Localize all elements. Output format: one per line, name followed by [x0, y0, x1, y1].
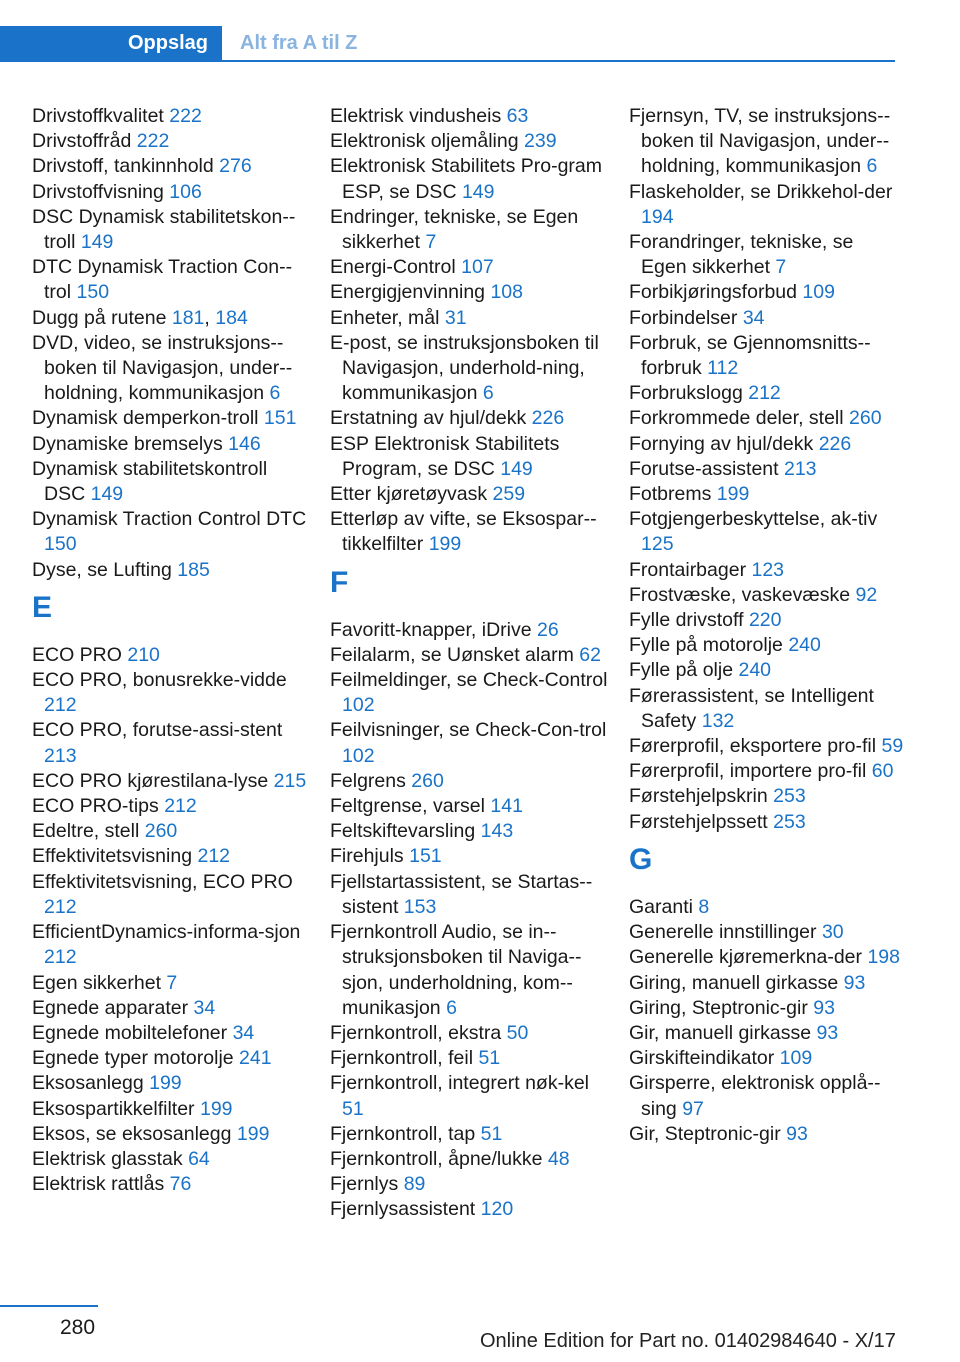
entry-text: Fjernkontroll, åpne/lukke [330, 1147, 543, 1170]
page-link[interactable]: 220 [748, 609, 782, 632]
entry-text: Fjernkontroll, feil [330, 1047, 474, 1070]
index-entry [32, 996, 312, 1021]
page-link[interactable]: 143 [480, 820, 514, 843]
page-link[interactable]: 26 [537, 618, 559, 641]
page-link[interactable]: 212 [44, 946, 77, 969]
page-link[interactable]: 150 [44, 533, 77, 556]
entry-text: Elektrisk vindusheis [330, 105, 502, 127]
entry-text: E-post, se instruksjonsboken til Navigasjon, underhold-ning, kommunikasjon [330, 331, 599, 405]
index-column-2 [330, 104, 610, 1223]
page-link[interactable]: 34 [193, 996, 216, 1019]
index-entry [629, 734, 904, 759]
page-link[interactable]: 241 [239, 1047, 272, 1070]
index-entry [629, 583, 904, 608]
page-link[interactable]: 149 [461, 180, 495, 203]
footer-divider [0, 1305, 98, 1307]
entry-text: Dynamisk Traction Control DTC [32, 508, 307, 531]
index-entry [32, 129, 312, 154]
index-entry [330, 507, 610, 557]
index-entry [32, 1122, 312, 1147]
index-entry [330, 643, 610, 668]
index-entry [330, 618, 610, 643]
entry-text: Felgrens [330, 769, 406, 792]
index-entry [629, 608, 904, 633]
entry-text: Generelle kjøremerkna-der [629, 946, 863, 969]
entry-text: Dynamisk demperkon-troll [32, 407, 259, 430]
index-entry [629, 971, 904, 996]
page-link[interactable]: 213 [44, 744, 77, 767]
entry-text: Feilmeldinger, se Check-Control [330, 669, 608, 692]
index-entry [629, 180, 904, 230]
page-link[interactable]: 106 [169, 180, 202, 203]
index-entry [629, 996, 904, 1021]
index-entry [32, 643, 312, 668]
entry-text: Feilvisninger, se Check-Con-trol [330, 719, 607, 742]
entry-text: Egnede apparater [32, 996, 189, 1019]
index-entry [32, 844, 312, 869]
entry-text: ECO PRO, forutse-assi-stent [32, 719, 283, 742]
entry-text: Fotbrems [629, 483, 712, 506]
entry-text: Fjernkontroll, tap [330, 1122, 476, 1145]
index-entry [629, 406, 904, 431]
page-link[interactable]: 276 [219, 155, 252, 178]
entry-text: Gir, Steptronic-gir [629, 1122, 781, 1145]
page-link[interactable]: 149 [500, 457, 533, 480]
page-link[interactable]: 212 [164, 795, 197, 818]
entry-text: Feltgrense, varsel [330, 795, 485, 818]
index-entry [330, 255, 610, 280]
page-link[interactable]: 132 [701, 709, 735, 732]
page-link[interactable]: 7 [425, 231, 437, 254]
index-entry [330, 104, 610, 129]
page-link[interactable]: 150 [76, 281, 110, 304]
page-link[interactable]: 48 [547, 1147, 570, 1170]
index-entry [330, 794, 610, 819]
entry-text: Forutse-assistent [629, 457, 779, 480]
entry-text: ESP Elektronisk Stabilitets Program, se DSC [330, 432, 560, 480]
page-link[interactable]: 63 [506, 105, 529, 127]
index-entry [32, 819, 312, 844]
entry-text: Eksos, se eksosanlegg [32, 1122, 232, 1145]
entry-text: Førerassistent, se Intelligent Safety [629, 684, 874, 732]
page-link[interactable]: 151 [263, 407, 297, 430]
entry-text: ECO PRO-tips [32, 795, 159, 818]
page-link[interactable]: 260 [849, 407, 882, 430]
page-link[interactable]: 185 [177, 558, 210, 581]
entry-text: Effektivitetsvisning, ECO PRO [32, 870, 293, 893]
page-link[interactable]: 8 [698, 895, 710, 918]
entry-text: Giring, manuell girkasse [629, 971, 839, 994]
page-link[interactable]: 194 [641, 205, 674, 228]
index-entry [32, 558, 312, 583]
page-link[interactable]: 199 [236, 1122, 270, 1145]
index-entry [629, 920, 904, 945]
entry-text: Forandringer, tekniske, se Egen sikkerhet [629, 231, 854, 279]
index-entry [629, 684, 904, 734]
page-link[interactable]: 226 [818, 432, 852, 455]
index-entry [32, 432, 312, 457]
index-entry [330, 1147, 610, 1172]
entry-text: Eksosanlegg [32, 1072, 144, 1095]
index-entry [32, 870, 312, 920]
entry-text: Elektronisk oljemåling [330, 130, 519, 153]
page-link[interactable]: 141 [490, 795, 523, 818]
entry-text: Førerprofil, eksportere pro-fil [629, 735, 877, 758]
index-column-3 [629, 104, 904, 1147]
index-entry [629, 104, 904, 180]
page-link[interactable]: 222 [169, 105, 202, 127]
index-entry [330, 129, 610, 154]
entry-text: DVD, video, se instruksjons-boken til Navigasjon, under-holdning, kommunikasjon [32, 331, 293, 405]
entry-text: Endringer, tekniske, se Egen sikkerhet [330, 205, 579, 254]
entry-text: ECO PRO, bonusrekke-vidde [32, 669, 287, 692]
page-link[interactable]: 212 [44, 694, 77, 717]
entry-text: Forbikjøringsforbud [629, 281, 797, 304]
entry-text: Frontairbager [629, 558, 747, 581]
entry-text: Fornying av hjul/dekk [629, 432, 814, 455]
page-link[interactable]: 260 [411, 769, 444, 792]
entry-text: Drivstoffråd [32, 130, 132, 153]
entry-text: Fjernlysassistent [330, 1198, 476, 1221]
page-link[interactable]: 60 [871, 760, 894, 783]
entry-text: Dynamiske bremselys [32, 432, 223, 455]
index-entry: Dugg på rutene 181, 184 [32, 306, 248, 329]
index-entry [629, 810, 904, 835]
entry-text: Edeltre, stell [32, 820, 140, 843]
index-entry [629, 280, 904, 305]
entry-text: Elektrisk rattlås [32, 1173, 165, 1196]
page-link[interactable]: 239 [524, 130, 557, 153]
entry-text: Fjernkontroll Audio, se in-struksjonsboken til Naviga-sjon, underholdning, kom-munikasjon [330, 921, 582, 1019]
entry-text: Førstehjelpskrin [629, 785, 768, 808]
entry-text: Effektivitetsvisning [32, 845, 193, 868]
index-entry [32, 1147, 312, 1172]
page-link[interactable]: 92 [855, 583, 878, 606]
tab-alt-fra-a-til-z[interactable]: Alt fra A til Z [240, 31, 358, 54]
page-link[interactable]: 260 [144, 820, 178, 843]
page-link[interactable]: 125 [641, 533, 674, 556]
entry-text: Girskifteindikator [629, 1047, 775, 1070]
index-entry [629, 895, 904, 920]
page-link[interactable]: 93 [843, 971, 866, 994]
index-entry [330, 844, 610, 869]
entry-text: Drivstoff, tankinnhold [32, 155, 214, 178]
entry-text: EfficientDynamics-informa-sjon [32, 921, 301, 944]
page-link[interactable]: 31 [444, 306, 467, 329]
page-link[interactable]: 210 [127, 643, 160, 666]
page-link[interactable]: 51 [342, 1097, 364, 1120]
index-entry [32, 971, 312, 996]
page-link[interactable]: 6 [866, 155, 878, 178]
page-link[interactable]: 146 [228, 432, 261, 455]
index-entry [629, 1021, 904, 1046]
page-link[interactable]: 213 [783, 457, 817, 480]
page-link[interactable]: 93 [816, 1021, 839, 1044]
index-entry [629, 558, 904, 583]
index-entry [32, 1046, 312, 1071]
page-link[interactable]: 212 [197, 845, 231, 868]
section-letter: F [330, 565, 349, 599]
page-link[interactable]: 97 [682, 1097, 704, 1120]
entry-text: Fylle drivstoff [629, 609, 744, 632]
entry-text: Elektronisk Stabilitets Pro-gram ESP, se DSC [330, 155, 603, 203]
index-entry [330, 154, 610, 204]
page-link[interactable]: 253 [773, 810, 806, 833]
index-entry [629, 658, 904, 683]
page-link[interactable]: 62 [579, 643, 601, 666]
page-link[interactable]: 153 [403, 895, 437, 918]
index-entry [330, 1197, 610, 1222]
entry-text: Feilalarm, se Uønsket alarm [330, 643, 574, 666]
page-link[interactable]: 181 [171, 306, 205, 329]
index-entry [330, 432, 610, 482]
entry-text: Drivstoffvisning [32, 180, 164, 203]
page-link[interactable]: 149 [90, 483, 124, 506]
entry-text: Fjellstartassistent, se Startas-sistent [330, 870, 593, 918]
index-entry [32, 406, 312, 431]
header-divider [0, 60, 895, 62]
entry-text: Fjernsyn, TV, se instruksjons-boken til Navigasjon, under-holdning, kommunikasjon [629, 105, 891, 178]
page-link[interactable]: 199 [428, 533, 462, 556]
section-letter: G [629, 842, 653, 876]
page-link[interactable]: 123 [751, 558, 785, 581]
page-number: 280 [60, 1316, 96, 1339]
page-link[interactable]: 212 [44, 895, 77, 918]
page-link[interactable]: 89 [403, 1173, 426, 1196]
page-link[interactable]: 109 [779, 1047, 813, 1070]
section-letter: E [32, 590, 53, 624]
entry-text: Dugg på rutene [32, 306, 167, 329]
entry-text: Drivstoffkvalitet [32, 105, 164, 127]
entry-text: Fylle på olje [629, 659, 734, 682]
index-entry [629, 945, 904, 970]
page-link[interactable]: 240 [788, 634, 821, 657]
page-link[interactable]: 50 [506, 1021, 529, 1044]
entry-text: Dyse, se Lufting [32, 558, 172, 581]
page-link[interactable]: 108 [490, 281, 523, 304]
index-entry [330, 331, 610, 407]
entry-text: Førstehjelpssett [629, 810, 768, 833]
entry-text: Eksospartikkelfilter [32, 1097, 195, 1120]
index-entry [32, 794, 312, 819]
index-entry [32, 104, 312, 129]
entry-text: Egnede typer motorolje [32, 1047, 234, 1070]
index-entry [629, 633, 904, 658]
page-link[interactable]: 6 [446, 996, 457, 1019]
index-entry [330, 1122, 610, 1147]
entry-text: Egen sikkerhet [32, 971, 161, 994]
page-link[interactable]: 199 [716, 483, 750, 506]
index-entry [32, 718, 312, 768]
index-entry [32, 1097, 312, 1122]
page-link[interactable]: 7 [775, 256, 787, 279]
index-entry [330, 668, 610, 718]
page-link[interactable]: 240 [738, 659, 772, 682]
page-link[interactable]: 226 [531, 407, 565, 430]
entry-text: Fjernlys [330, 1173, 399, 1196]
entry-text: Girsperre, elektronisk opplå-sing [629, 1072, 881, 1120]
page-link[interactable]: 199 [199, 1097, 233, 1120]
page-link[interactable]: 93 [813, 996, 835, 1019]
index-entry [629, 331, 904, 381]
index-entry [629, 482, 904, 507]
index-entry [330, 406, 610, 431]
entry-text: Fotgjengerbeskyttelse, ak-tiv [629, 508, 878, 531]
index-entry [629, 1122, 904, 1147]
index-column-1 [32, 104, 312, 1197]
entry-text: Garanti [629, 895, 693, 918]
index-entry [32, 1172, 312, 1197]
index-entry [330, 1021, 610, 1046]
page-link[interactable]: 34 [742, 306, 765, 329]
index-entry [330, 482, 610, 507]
page-link[interactable]: 51 [478, 1047, 501, 1070]
page-link[interactable]: 34 [232, 1021, 255, 1044]
page-link[interactable]: 102 [342, 744, 375, 767]
entry-text: Giring, Steptronic-gir [629, 996, 808, 1019]
entry-text: Fjernkontroll, integrert nøk-kel [330, 1072, 590, 1095]
index-entry [629, 230, 904, 280]
entry-text: ECO PRO kjørestilana-lyse [32, 769, 269, 792]
entry-text: Erstatning av hjul/dekk [330, 407, 527, 430]
entry-text: ECO PRO [32, 643, 122, 666]
page-link[interactable]: 198 [867, 946, 900, 969]
page-link[interactable]: 109 [802, 281, 835, 304]
entry-text: Førerprofil, importere pro-fil [629, 760, 867, 783]
index-entry [32, 154, 312, 179]
index-entry [629, 1046, 904, 1071]
index-entry [629, 759, 904, 784]
entry-text: Flaskeholder, se Drikkehol-der [629, 180, 893, 203]
page-link[interactable]: 64 [188, 1147, 210, 1170]
page-link[interactable]: 6 [269, 382, 281, 405]
index-entry [32, 1021, 312, 1046]
page-link[interactable]: 102 [342, 694, 375, 717]
entry-text: Energi-Control [330, 256, 456, 279]
page-link[interactable]: 7 [166, 971, 178, 994]
entry-text: Firehjuls [330, 845, 404, 868]
entry-text: Energigjenvinning [330, 281, 486, 304]
page-link[interactable]: 259 [492, 483, 526, 506]
page-link[interactable]: 222 [136, 130, 170, 153]
entry-text: Dynamisk stabilitetskontroll DSC [32, 457, 268, 506]
entry-text: DTC Dynamisk Traction Con-trol [32, 256, 293, 304]
index-entry [629, 432, 904, 457]
index-entry [330, 819, 610, 844]
index-entry [32, 668, 312, 718]
edition-note: Online Edition for Part no. 01402984640 - X/17 [480, 1330, 896, 1352]
index-entry [629, 381, 904, 406]
page-link[interactable]: 30 [821, 921, 844, 944]
entry-text: Fylle på motorolje [629, 634, 783, 657]
header-tabs [0, 26, 895, 62]
page-link[interactable]: 120 [480, 1198, 514, 1221]
index-entry [330, 718, 610, 768]
entry-text: Feltskiftevarsling [330, 820, 476, 843]
entry-text: Egnede mobiltelefoner [32, 1021, 228, 1044]
index-entry [32, 1071, 312, 1096]
index-entry [32, 920, 312, 970]
index-entry [330, 1172, 610, 1197]
entry-text: Enheter, mål [330, 306, 440, 329]
index-entry [629, 784, 904, 809]
page-link[interactable]: 93 [786, 1122, 808, 1145]
page-link[interactable]: 199 [149, 1072, 182, 1095]
page-link[interactable]: 76 [169, 1173, 192, 1196]
entry-text: Fjernkontroll, ekstra [330, 1021, 502, 1044]
entry-text: Favoritt-knapper, iDrive [330, 618, 532, 641]
entry-text: DSC Dynamisk stabilitetskon-troll [32, 205, 296, 254]
page-link[interactable]: 151 [409, 845, 442, 868]
index-entry [629, 507, 904, 557]
index-entry [629, 1071, 904, 1121]
index-entry [330, 205, 610, 255]
index-entry [32, 331, 312, 407]
entry-text: Gir, manuell girkasse [629, 1021, 812, 1044]
index-entry [330, 306, 610, 331]
entry-text: Elektrisk glasstak [32, 1147, 183, 1170]
entry-text: Etter kjøretøyvask [330, 483, 488, 506]
index-entry [330, 769, 610, 794]
index-entry [330, 920, 610, 1021]
page-link[interactable]: 212 [748, 382, 781, 405]
page-link[interactable]: 215 [273, 769, 307, 792]
index-entry [330, 280, 610, 305]
page-link[interactable]: 253 [773, 785, 806, 808]
index-entry [330, 870, 610, 920]
entry-text: Forbrukslogg [629, 382, 743, 405]
tab-oppslag[interactable]: Oppslag [0, 26, 222, 60]
index-entry [330, 1071, 610, 1121]
index-entry [330, 1046, 610, 1071]
index-entry [32, 507, 312, 557]
page-link[interactable]: 149 [80, 231, 114, 254]
page-link[interactable]: 107 [461, 256, 494, 279]
entry-text: Forkrommede deler, stell [629, 407, 844, 430]
page-link[interactable]: 6 [482, 382, 494, 405]
index-entry [629, 457, 904, 482]
index-entry [629, 306, 904, 331]
index-entry [32, 457, 312, 507]
entry-text: Generelle innstillinger [629, 921, 817, 944]
entry-text: Forbindelser [629, 306, 738, 329]
entry-text: Frostvæske, vaskevæske [629, 583, 851, 606]
entry-text: Etterløp av vifte, se Eksospar-tikkelfilter [330, 508, 597, 556]
index-entry [32, 255, 312, 305]
index-entry [32, 769, 312, 794]
page-link[interactable]: 59 [881, 735, 904, 758]
page-link[interactable]: 184 [215, 306, 248, 329]
page-link[interactable]: 51 [480, 1122, 503, 1145]
index-entry [32, 180, 312, 205]
entry-text: Forbruk, se Gjennomsnitts-forbruk [629, 331, 871, 380]
index-entry [32, 205, 312, 255]
page-link[interactable]: 112 [707, 357, 739, 380]
